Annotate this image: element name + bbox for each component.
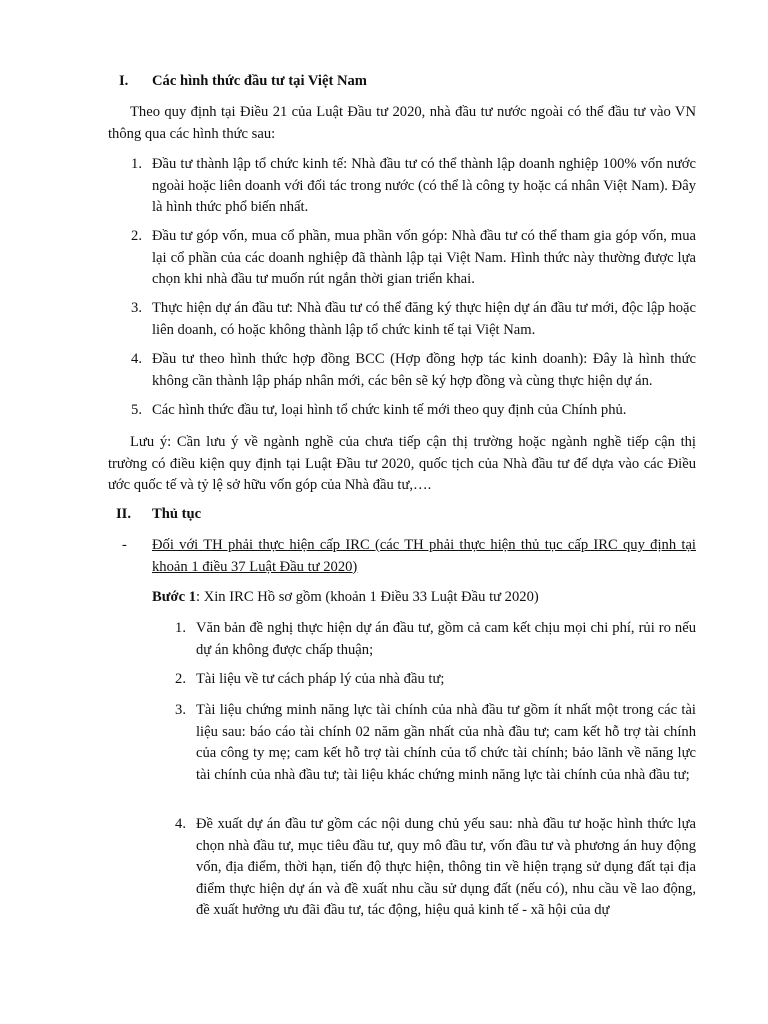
list-item-text: Đề xuất dự án đầu tư gồm các nội dung chủ yếu sau: nhà đầu tư hoặc hình thức lựa chọn nhà đầu tư, mục tiêu đầu tư, quy mô đầu tư, vốn đầu tư và phương án huy động vốn, địa điểm, thời hạn, tiến độ thực hiện, thông tin về hiện trạng sử dụng đất tại địa điểm thực hiện dự án và đề xuất nhu cầu sử dụng đất (nếu có), nhu cầu về lao động, đề xuất hưởng ưu đãi đầu tư, tác động, hiệu quả kinh tế - xã hội của dự <box>196 816 696 918</box>
list-item-text: Các hình thức đầu tư, loại hình tổ chức kinh tế mới theo quy định của Chính phủ. <box>152 402 627 418</box>
list-item-text: Thực hiện dự án đầu tư: Nhà đầu tư có thể đăng ký thực hiện dự án đầu tư mới, độc lập hoặc liên doanh, có hoặc không thành lập tổ chức kinh tế tại Việt Nam. <box>152 300 696 338</box>
list-marker: 5. <box>131 402 142 418</box>
list-item-text: Đầu tư thành lập tổ chức kinh tế: Nhà đầu tư có thể thành lập doanh nghiệp 100% vốn nước ngoài hoặc liên doanh với đối tác trong nước (có thể là công ty hoặc cá nhân Việt Nam). Đây là hình thức phổ biến nhất. <box>152 156 696 215</box>
section-1-intro: Theo quy định tại Điều 21 của Luật Đầu tư 2020, nhà đầu tư nước ngoài có thể đầu tư vào VN thông qua các hình thức sau: <box>108 104 696 142</box>
list-marker: 3. <box>131 300 142 316</box>
list-marker: 1. <box>175 620 186 636</box>
section-2-title: Thủ tục <box>152 506 202 522</box>
list-marker: 1. <box>131 156 142 172</box>
list-marker: 4. <box>131 351 142 367</box>
list-item-text: Tài liệu chứng minh năng lực tài chính của nhà đầu tư gồm ít nhất một trong các tài liệu sau: báo cáo tài chính 02 năm gần nhất của nhà đầu tư; cam kết hỗ trợ tài chính của công ty mẹ; cam kết hỗ trợ tài chính của tổ chức tài chính; bảo lãnh về năng lực tài chính của nhà đầu tư; tài liệu khác chứng minh năng lực tài chính của nhà đầu tư; <box>196 702 696 783</box>
list-marker: 2. <box>131 228 142 244</box>
list-item-text: Đầu tư theo hình thức hợp đồng BCC (Hợp đồng hợp tác kinh doanh): Đây là hình thức không cần thành lập pháp nhân mới, các bên sẽ ký hợp đồng và cùng thực hiện dự án. <box>152 351 696 389</box>
dash-item-text: Đối với TH phải thực hiện cấp IRC (các TH phải thực hiện thủ tục cấp IRC quy định tại khoản 1 điều 37 Luật Đầu tư 2020) <box>152 537 696 575</box>
dash-marker: - <box>122 537 127 553</box>
section-2-number: II. <box>116 506 132 522</box>
list-item-text: Đầu tư góp vốn, mua cổ phần, mua phần vốn góp: Nhà đầu tư có thể tham gia góp vốn, mua lại cổ phần của các doanh nghiệp đã thành lập tại Việt Nam. Hình thức này thường được lựa chọn khi nhà đầu tư muốn rút ngắn thời gian triển khai. <box>152 228 696 287</box>
section-1-note: Lưu ý: Cần lưu ý về ngành nghề của chưa tiếp cận thị trường hoặc ngành nghề tiếp cận thị trường có điều kiện quy định tại Luật Đầu tư 2020, quốc tịch của Nhà đầu tư để dựa vào các Điều ước quốc tế và tỷ lệ sở hữu vốn góp của Nhà đầu tư,…. <box>108 434 696 493</box>
section-2-heading <box>116 504 676 526</box>
section-1-title: Các hình thức đầu tư tại Việt Nam <box>152 73 367 89</box>
step-1-line <box>152 587 696 609</box>
list-marker: 2. <box>175 671 186 687</box>
list-item-text: Tài liệu về tư cách pháp lý của nhà đầu tư; <box>196 671 445 687</box>
list-marker: 4. <box>175 816 186 832</box>
step-1-label: Bước 1 <box>152 589 196 605</box>
list-marker: 3. <box>175 702 186 718</box>
step-1-text: : Xin IRC Hồ sơ gồm (khoản 1 Điều 33 Luật Đầu tư 2020) <box>196 589 539 605</box>
list-item-text: Văn bản đề nghị thực hiện dự án đầu tư, gồm cả cam kết chịu mọi chi phí, rủi ro nếu dự án không được chấp thuận; <box>196 620 696 658</box>
section-1-number: I. <box>119 73 129 89</box>
section-1-heading <box>119 71 679 93</box>
